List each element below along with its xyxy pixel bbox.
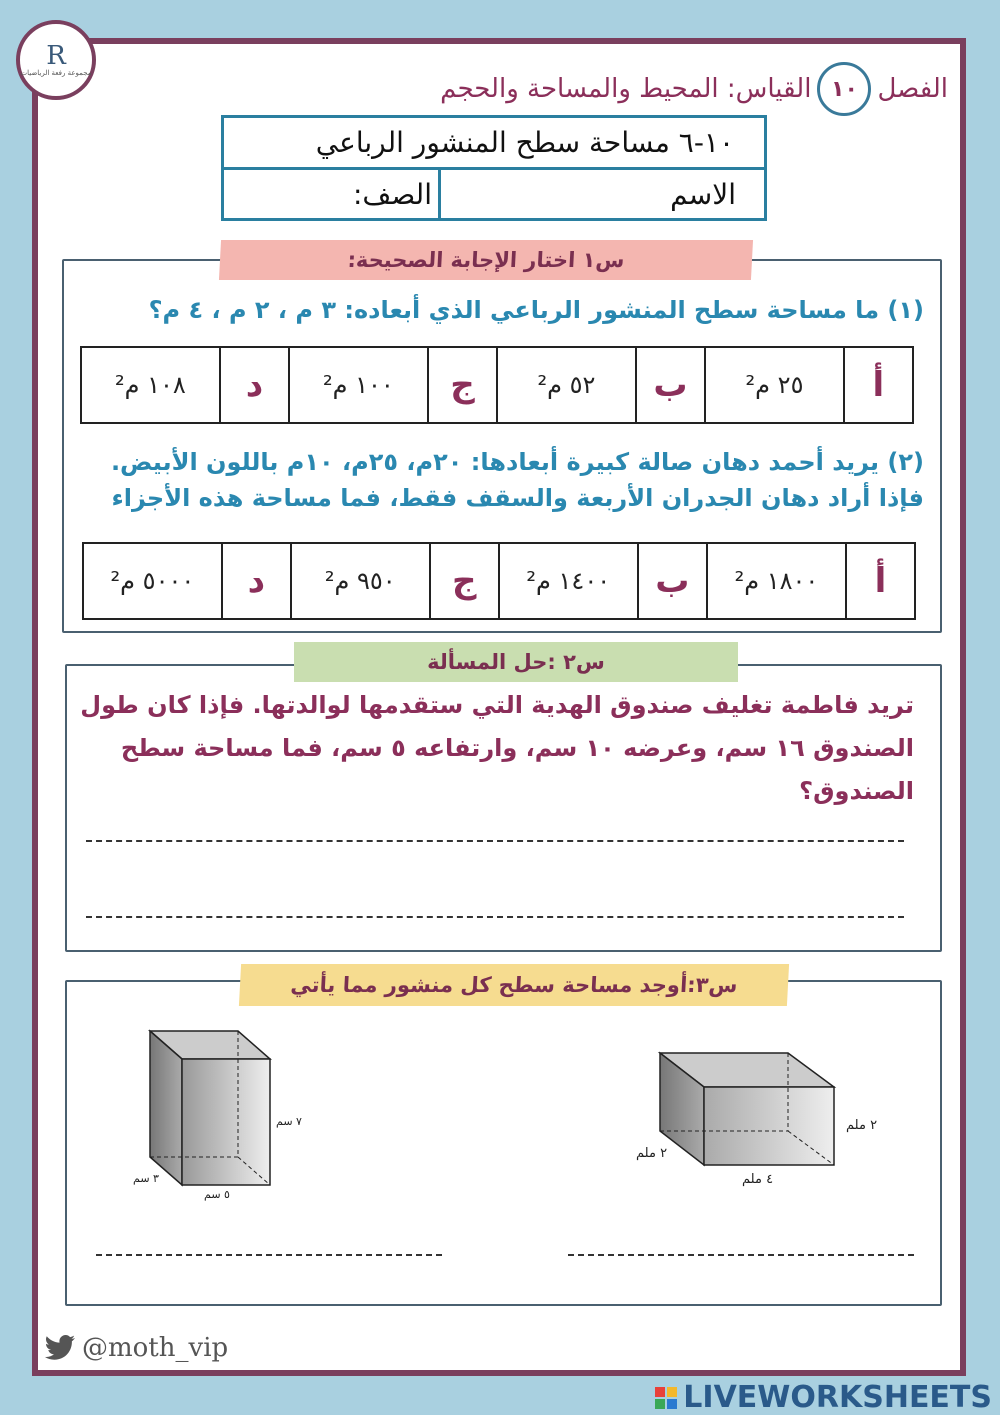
answer-line[interactable] (568, 1254, 914, 1256)
q1-option-value[interactable]: ١٠٠ م² (289, 347, 428, 423)
prism-tall-depth: ٣ سم (133, 1172, 159, 1185)
chapter-header (440, 62, 948, 116)
logo-letter: R (46, 41, 66, 71)
prism-flat-figure (650, 1045, 850, 1175)
problem-line-2: الصندوق ١٦ سم، وعرضه ١٠ سم، وارتفاعه ٥ سم، فما مساحة سطح (120, 734, 914, 762)
q2-option-letter[interactable]: أ (846, 543, 915, 619)
answer-line[interactable] (86, 916, 904, 918)
q2-option-value[interactable]: ٥٠٠٠ م² (83, 543, 222, 619)
section-2-tag: س٢ :حل المسألة (294, 642, 738, 682)
q2-option-value[interactable]: ٩٥٠ م² (291, 543, 430, 619)
q1-option-value[interactable]: ٥٢ م² (497, 347, 636, 423)
logo (16, 20, 96, 100)
prism-flat-height: ٢ ملم (846, 1118, 878, 1133)
q1-option-letter[interactable]: د (220, 347, 289, 423)
q1-option-letter[interactable]: ج (428, 347, 497, 423)
problem-line-3: الصندوق؟ (799, 777, 914, 805)
name-label: الاسم (670, 177, 736, 211)
q2-options (82, 542, 916, 620)
logo-caption: مجموعة رفعة الرياضيات (20, 69, 92, 77)
question-1: (١) ما مساحة سطح المنشور الرباعي الذي أبعاده: ٣ م ، ٢ م ، ٤ م؟ (148, 296, 924, 324)
q2-option-letter[interactable]: د (222, 543, 291, 619)
prism-tall-height: ٧ سم (276, 1115, 302, 1128)
question-2-line-1: (٢) يريد أحمد دهان صالة كبيرة أبعادها: ٢٠م، ٢٥م، ١٠م باللون الأبيض. (110, 448, 924, 476)
prism-flat-width: ٤ ملم (742, 1172, 774, 1187)
section-1-tag: س١ اختار الإجابة الصحيحة: (219, 240, 753, 280)
q2-option-letter[interactable]: ب (638, 543, 708, 619)
question-2-line-2: فإذا أراد دهان الجدران الأربعة والسقف فقط، فما مساحة هذه الأجزاء (111, 484, 924, 512)
answer-line[interactable] (96, 1254, 442, 1256)
chapter-number: ١٠ (817, 62, 871, 116)
q1-option-value[interactable]: ١٠٨ م² (81, 347, 220, 423)
q1-option-letter[interactable]: ب (636, 347, 706, 423)
q1-option-value[interactable]: ٢٥ م² (705, 347, 844, 423)
liveworksheets-logo-icon (655, 1387, 677, 1409)
twitter-handle: @moth_vip (82, 1333, 229, 1363)
twitter-bird-icon (44, 1335, 76, 1361)
chapter-title: القياس: المحيط والمساحة والحجم (440, 74, 812, 104)
q1-option-letter[interactable]: أ (844, 347, 913, 423)
name-field[interactable] (438, 170, 764, 218)
prism-flat-depth: ٢ ملم (636, 1146, 668, 1161)
footer (44, 1333, 228, 1363)
class-label: الصف: (352, 177, 432, 211)
class-field[interactable] (224, 170, 438, 218)
prism-tall-width: ٥ سم (204, 1188, 230, 1201)
answer-line[interactable] (86, 840, 904, 842)
liveworksheets-watermark (655, 1380, 992, 1415)
q2-option-value[interactable]: ١٤٠٠ م² (499, 543, 638, 619)
lesson-title-box (221, 115, 767, 221)
q1-options (80, 346, 914, 424)
q2-option-value[interactable]: ١٨٠٠ م² (707, 543, 846, 619)
lesson-title: ١٠-٦ مساحة سطح المنشور الرباعي (224, 118, 764, 170)
liveworksheets-text: LIVEWORKSHEETS (683, 1380, 992, 1415)
prism-tall-figure (140, 1025, 280, 1195)
section-3-tag: س٣:أوجد مساحة سطح كل منشور مما يأتي (239, 964, 789, 1006)
chapter-word: الفصل (877, 74, 948, 104)
problem-line-1: تريد فاطمة تغليف صندوق الهدية التي ستقدمها لوالدتها. فإذا كان طول (80, 691, 914, 719)
q2-option-letter[interactable]: ج (430, 543, 499, 619)
